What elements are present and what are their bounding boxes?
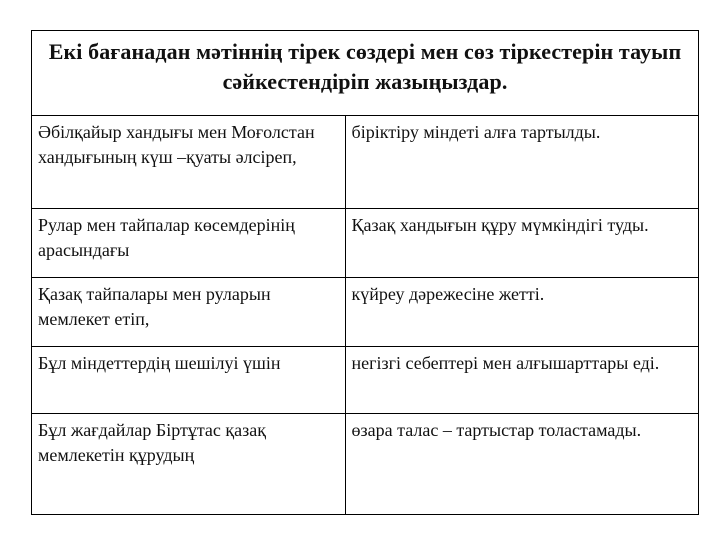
table-row bbox=[32, 209, 699, 278]
table-row bbox=[32, 347, 699, 414]
right-column-cell: біріктіру міндеті алға тартылды. bbox=[345, 116, 698, 209]
left-column-cell: Рулар мен тайпалар көсемдерінің арасындағы bbox=[32, 209, 346, 278]
table-row bbox=[32, 116, 699, 209]
table-header-row bbox=[32, 31, 699, 116]
right-column-cell: негізгі себептері мен алғышарттары еді. bbox=[345, 347, 698, 414]
instruction-heading: Екі бағанадан мәтіннің тірек сөздері мен сөз тіркестерін тауып сәйкестендіріп жазыңыздар. bbox=[32, 31, 699, 116]
left-column-cell: Қазақ тайпалары мен руларын мемлекет етіп, bbox=[32, 278, 346, 347]
right-column-cell: өзара талас – тартыстар толастамады. bbox=[345, 414, 698, 515]
matching-table bbox=[31, 30, 699, 515]
left-column-cell: Бұл міндеттердің шешілуі үшін bbox=[32, 347, 346, 414]
table-row bbox=[32, 414, 699, 515]
left-column-cell: Бұл жағдайлар Біртұтас қазақ мемлекетін құрудың bbox=[32, 414, 346, 515]
left-column-cell: Әбілқайыр хандығы мен Моғолстан хандығының күш –қуаты әлсіреп, bbox=[32, 116, 346, 209]
table-row bbox=[32, 278, 699, 347]
right-column-cell: күйреу дәрежесіне жетті. bbox=[345, 278, 698, 347]
right-column-cell: Қазақ хандығын құру мүмкіндігі туды. bbox=[345, 209, 698, 278]
